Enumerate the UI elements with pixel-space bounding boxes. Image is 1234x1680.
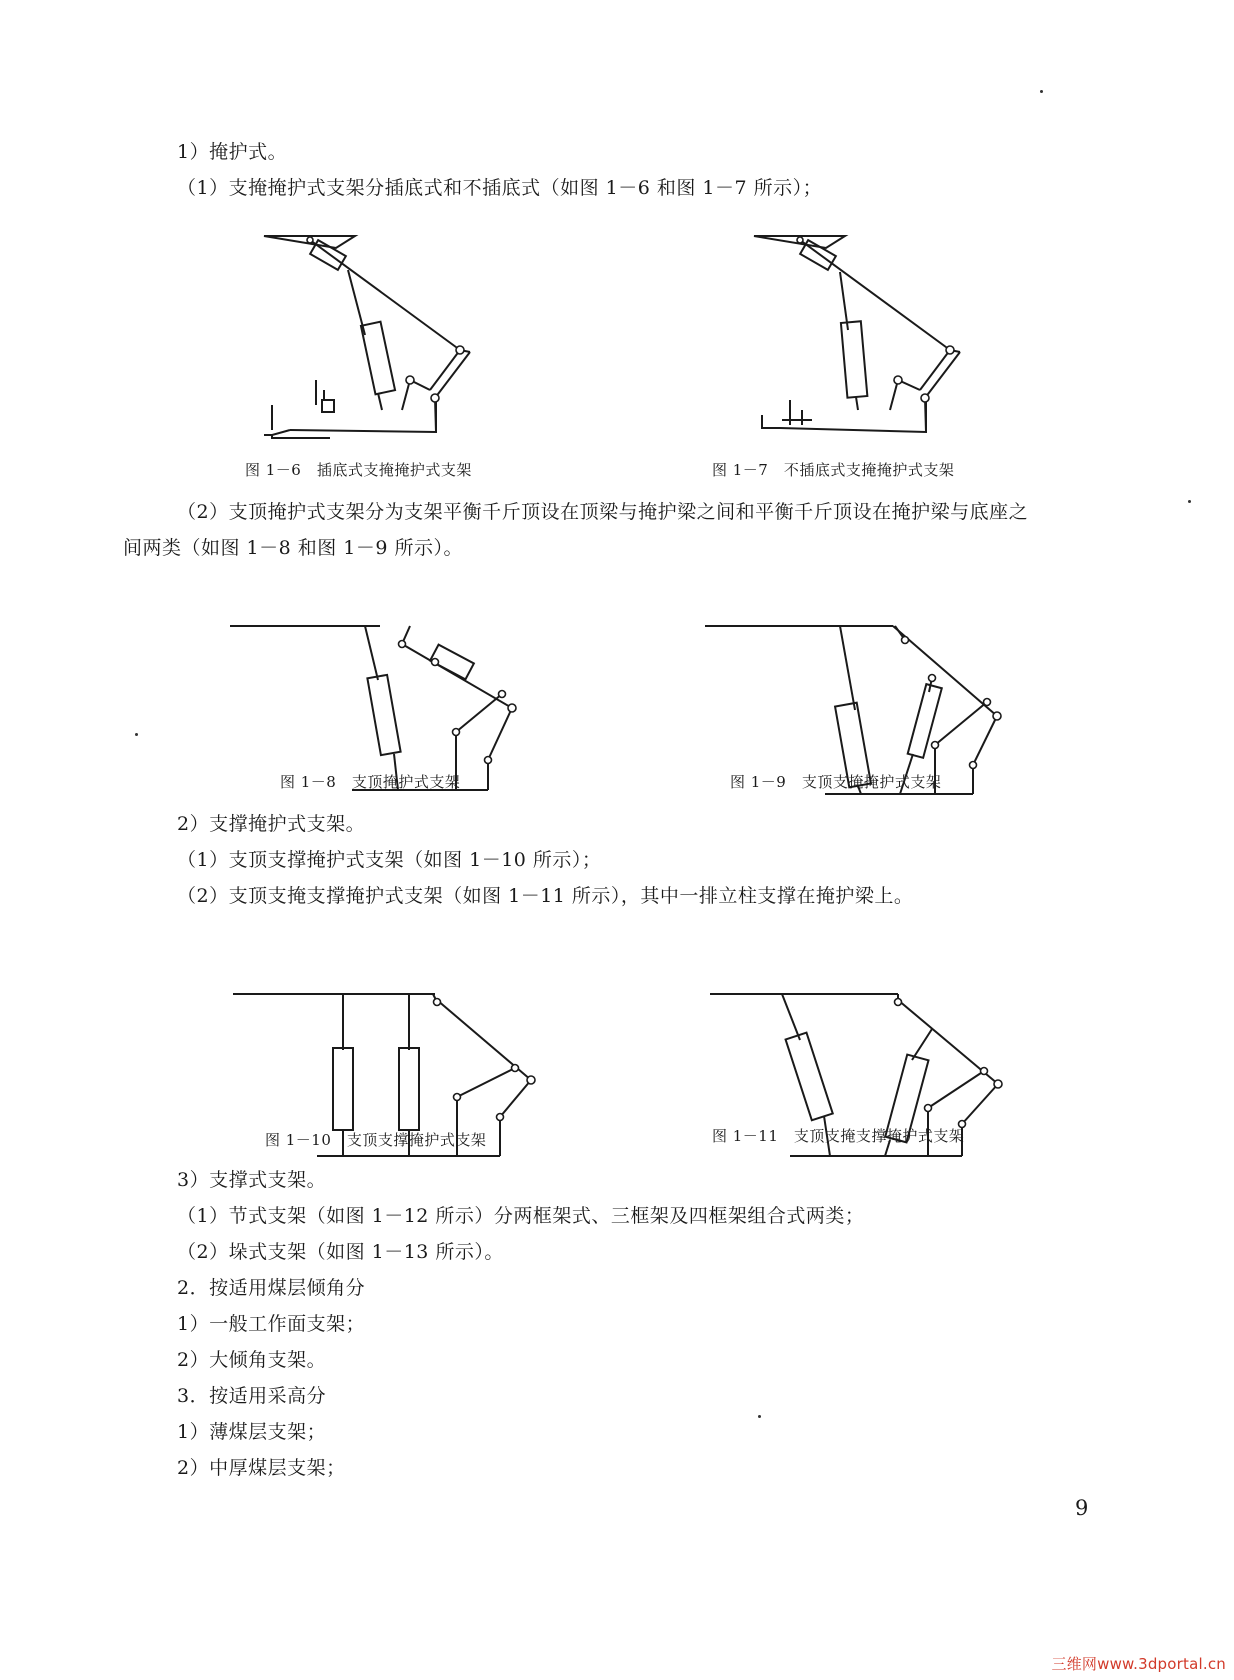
caption-figure-1-10: 图 1－10 支顶支撑掩护式支架 (265, 1131, 487, 1149)
item-braced-1: （1）节式支架（如图 1－12 所示）分两框架式、三框架及四框架组合式两类； (177, 1205, 865, 1227)
item-angle-1: 1）一般工作面支架； (177, 1313, 366, 1335)
scan-speck (758, 1415, 761, 1418)
item-height-2: 2）中厚煤层支架； (177, 1457, 346, 1479)
watermark: 三维网www.3dportal.cn (1051, 1655, 1226, 1673)
item-braced-shield-2: （2）支顶支掩支撑掩护式支架（如图 1－11 所示），其中一排立柱支撑在掩护梁上。 (177, 885, 914, 907)
scan-speck (135, 733, 138, 736)
scan-speck (1040, 90, 1043, 93)
figure-1-11-diagram (700, 980, 1020, 1180)
caption-figure-1-9: 图 1－9 支顶支掩掩护式支架 (730, 773, 942, 791)
scan-speck (1188, 500, 1191, 503)
item-shield-support-subtypes: （1）支掩掩护式支架分插底式和不插底式（如图 1－6 和图 1－7 所示）； (177, 177, 823, 199)
item-top-support-subtypes: （2）支顶掩护式支架分为支架平衡千斤顶设在顶梁与掩护梁之间和平衡千斤顶设在掩护梁与底座之 (177, 501, 1029, 523)
figure-1-6-diagram (250, 230, 510, 470)
item-braced-shield-1: （1）支顶支撑掩护式支架（如图 1－10 所示）； (177, 849, 602, 871)
item-braced-2: （2）垛式支架（如图 1－13 所示）。 (177, 1241, 504, 1263)
heading-by-seam-angle: 2．按适用煤层倾角分 (177, 1277, 366, 1299)
page-number: 9 (1075, 1496, 1089, 1520)
caption-figure-1-7: 图 1－7 不插底式支掩掩护式支架 (712, 461, 955, 479)
caption-figure-1-11: 图 1－11 支顶支掩支撑掩护式支架 (712, 1127, 965, 1145)
item-top-support-subtypes-continued: 间两类（如图 1－8 和图 1－9 所示）。 (123, 537, 464, 559)
item-height-1: 1）薄煤层支架； (177, 1421, 327, 1443)
figure-1-10-diagram (225, 980, 545, 1180)
item-shield-type: 1）掩护式。 (177, 141, 288, 163)
item-braced-shield-type: 2）支撑掩护式支架。 (177, 813, 366, 835)
item-angle-2: 2）大倾角支架。 (177, 1349, 327, 1371)
heading-by-mining-height: 3．按适用采高分 (177, 1385, 327, 1407)
figure-1-7-diagram (740, 230, 1000, 470)
caption-figure-1-6: 图 1－6 插底式支掩掩护式支架 (245, 461, 472, 479)
caption-figure-1-8: 图 1－8 支顶掩护式支架 (280, 773, 461, 791)
item-braced-type: 3）支撑式支架。 (177, 1169, 327, 1191)
